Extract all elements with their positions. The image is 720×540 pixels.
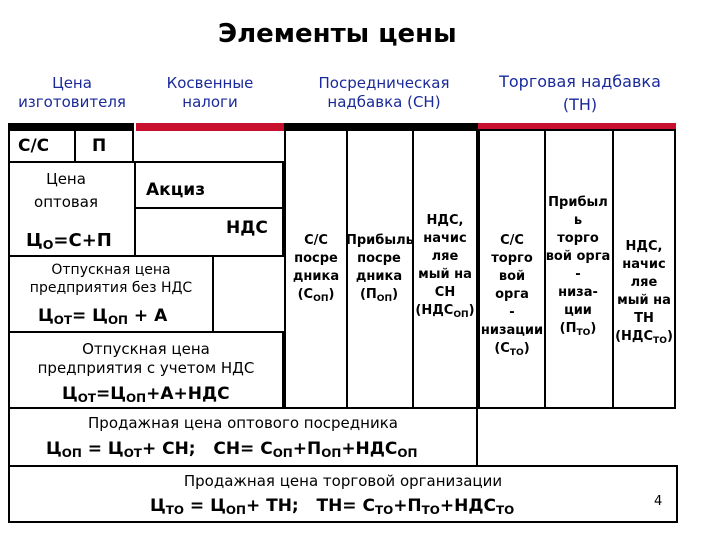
formula-sub: ОП <box>397 446 418 460</box>
formula-sub: ТО <box>576 328 591 338</box>
formula-part: ) <box>666 329 673 344</box>
formula-part: +А+НДС <box>146 384 230 404</box>
column-line: - <box>575 267 581 282</box>
header-intermediary-markup <box>292 74 476 112</box>
formula-part: (П <box>359 287 377 302</box>
cost-price-label: С/С <box>18 136 50 156</box>
column-line: СН <box>434 285 456 300</box>
header-line: Торговая надбавка <box>499 72 661 91</box>
page-number: 4 <box>654 494 663 509</box>
formula-sub: О <box>42 237 54 252</box>
label-line: предприятия с учетом НДС <box>37 359 255 377</box>
formula-part: Ц <box>150 496 166 516</box>
label-line: предприятия без НДС <box>29 280 193 296</box>
label-line: Отпускная цена <box>82 340 210 358</box>
trade-profit-column <box>544 194 612 338</box>
trade-cost-column <box>480 232 544 358</box>
header-line: налоги <box>182 93 238 111</box>
formula-sub: ТО <box>496 503 515 517</box>
formula-sub: ТО <box>653 336 667 346</box>
formula-part: = Ц <box>184 496 226 516</box>
formula-part: ) <box>523 341 530 356</box>
column-line: Прибыл <box>548 195 608 210</box>
column-line: дника <box>355 269 403 284</box>
formula-part: Ц <box>26 230 43 251</box>
divider-taxes <box>136 123 284 131</box>
formula-sub: ОП <box>321 446 342 460</box>
retail-sale-formula <box>150 496 514 517</box>
wholesale-price-label <box>16 170 116 212</box>
formula-part: +П <box>393 496 422 516</box>
formula-sub: ОП <box>272 446 293 460</box>
label-line: Отпускная цена <box>51 262 171 278</box>
column-line: НДС, <box>426 213 464 228</box>
column-line <box>612 328 676 346</box>
formula-sub: ОП <box>225 503 246 517</box>
wholesale-divider <box>134 161 136 257</box>
profit-label: П <box>92 136 107 156</box>
column-line: ТН <box>634 311 654 326</box>
formula-part: = Ц <box>72 306 108 326</box>
page-title: Элементы цены <box>218 19 457 49</box>
formula-sub: ТО <box>509 348 524 358</box>
column-line: торго <box>557 231 599 246</box>
header-indirect-taxes <box>148 74 272 112</box>
release-no-vat-formula <box>38 306 167 327</box>
formula-sub: ОП <box>453 310 469 320</box>
formula-part: Ц <box>38 306 54 326</box>
column-line: - <box>509 305 515 320</box>
header-line: (ТН) <box>562 95 598 114</box>
vat-label: НДС <box>226 218 268 238</box>
formula-sub: ОП <box>107 313 129 327</box>
formula-sub: ТО <box>421 503 440 517</box>
formula-part: (С <box>494 341 510 356</box>
header-line: Посредническая <box>318 74 450 92</box>
formula-sub: ОТ <box>53 313 73 327</box>
excise-label: Акциз <box>146 180 206 200</box>
formula-part: + СН; СН= С <box>141 439 273 459</box>
column-line: посре <box>357 251 401 266</box>
formula-sub: ОП <box>126 391 147 405</box>
formula-part: ) <box>590 321 597 336</box>
column-line: низации <box>480 323 544 338</box>
column-line: низа- <box>558 285 598 300</box>
column-line <box>544 320 612 338</box>
formula-part: =Ц <box>96 384 127 404</box>
column-line <box>286 286 346 304</box>
column-line: посре <box>294 251 338 266</box>
formula-part: ) <box>468 303 475 318</box>
intermediary-cost-column <box>286 232 346 304</box>
column-line: ции <box>564 303 592 318</box>
formula-part: ) <box>328 287 335 302</box>
formula-part: +НДС <box>439 496 496 516</box>
column-line <box>346 286 412 304</box>
formula-part: = Ц <box>81 439 124 459</box>
column-line: Прибыль <box>346 233 414 248</box>
header-line: надбавка (СН) <box>327 93 441 111</box>
formula-part: +НДС <box>341 439 398 459</box>
formula-part: ) <box>392 287 399 302</box>
column-line: С/С <box>500 233 524 248</box>
release-with-vat-label <box>10 340 282 378</box>
header-line: изготовителя <box>18 93 126 111</box>
formula-sub: ОТ <box>77 391 97 405</box>
cost-profit-divider <box>74 129 76 163</box>
column-line: торго <box>491 251 533 266</box>
excise-divider <box>134 207 284 209</box>
intermediary-vat-column <box>412 212 478 320</box>
formula-part: Ц <box>62 384 78 404</box>
formula-part: +П <box>292 439 322 459</box>
header-manufacturer-price <box>4 74 140 112</box>
column-line: НДС, <box>625 239 663 254</box>
header-line: Цена <box>52 74 92 92</box>
formula-part: (П <box>559 321 577 336</box>
formula-sub: ТО <box>374 503 394 517</box>
column-line: С/С <box>304 233 328 248</box>
column-line: мый на <box>418 267 472 282</box>
column-line: ляе <box>630 275 658 290</box>
column-line: начис <box>622 257 666 272</box>
wholesale-sale-formula <box>46 439 417 460</box>
formula-sub: ОП <box>61 446 82 460</box>
formula-part: Ц <box>46 439 62 459</box>
label-line: оптовая <box>34 193 98 211</box>
formula-sub: ОП <box>313 294 329 304</box>
column-line: вой орга <box>545 249 611 264</box>
formula-part: (НДС <box>615 329 654 344</box>
wholesale-formula <box>26 230 112 252</box>
formula-sub: ОП <box>376 294 393 304</box>
column-line: ляе <box>431 249 459 264</box>
formula-part: (С <box>297 287 314 302</box>
column-line: мый на <box>617 293 671 308</box>
header-line: Косвенные <box>166 74 254 92</box>
intermediary-profit-column <box>346 232 412 304</box>
release-with-vat-formula <box>62 384 230 405</box>
trade-vat-column <box>612 238 676 346</box>
formula-part: + ТН; ТН= С <box>245 496 375 516</box>
retail-sale-label: Продажная цена торговой организации <box>183 472 503 490</box>
formula-sub: ОТ <box>123 446 142 460</box>
wholesale-sale-label: Продажная цена оптового посредника <box>88 414 398 432</box>
formula-part: =С+П <box>53 230 112 251</box>
formula-part: + А <box>128 306 168 326</box>
formula-sub: ТО <box>165 503 185 517</box>
column-line: ь <box>573 213 583 228</box>
column-line <box>412 302 478 320</box>
formula-part: (НДС <box>415 303 454 318</box>
column-line: начис <box>423 231 467 246</box>
column-line <box>480 340 544 358</box>
column-line: вой орга <box>495 269 529 302</box>
header-trade-markup <box>482 72 678 115</box>
label-line: Цена <box>46 170 86 188</box>
release-no-vat-label <box>10 261 212 297</box>
column-line: дника <box>292 269 340 284</box>
